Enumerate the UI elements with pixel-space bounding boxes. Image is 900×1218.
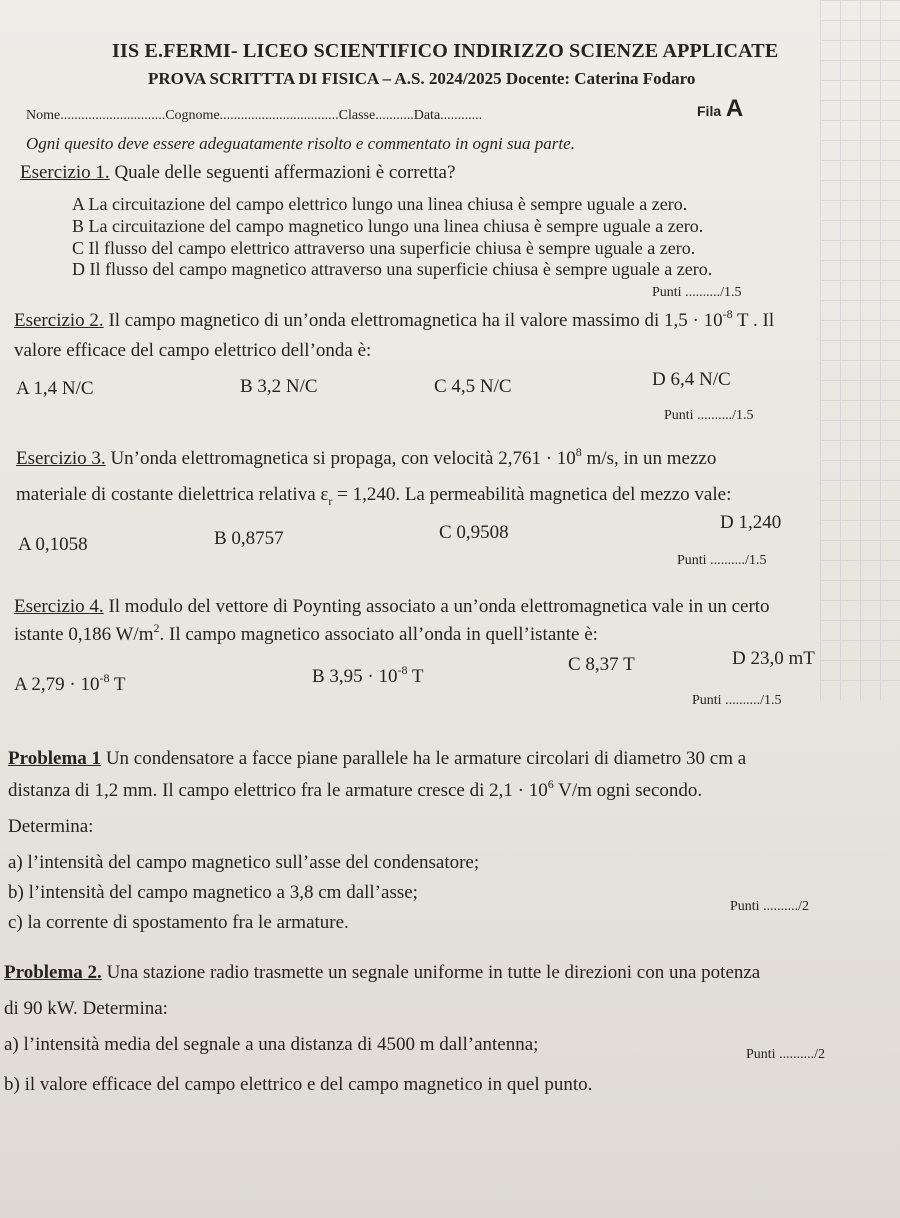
prob2-line1 bbox=[4, 962, 760, 984]
prob1-label: Problema 1 bbox=[8, 748, 102, 769]
prob1-points: Punti ........../2 bbox=[730, 899, 809, 914]
prob1-line1 bbox=[8, 748, 746, 770]
prob1-line2 bbox=[8, 776, 703, 802]
ex2-text-b: T . Il bbox=[732, 310, 775, 331]
squared-paper-edge bbox=[820, 0, 900, 700]
prob1-text-b: distanza di 1,2 mm. Il campo elettrico fra le armature cresce di 2,1 · 10 bbox=[8, 780, 548, 801]
ex2-question-line2: valore efficace del campo elettrico dell’onda è: bbox=[14, 340, 372, 361]
ex2-label: Esercizio 2. bbox=[14, 310, 104, 331]
ex3-subscript: r bbox=[328, 493, 333, 508]
ex2-exponent: -8 bbox=[722, 306, 733, 321]
ex1-points: Punti ........../1.5 bbox=[652, 285, 742, 300]
ex4-option-c: C 8,37 T bbox=[568, 654, 635, 675]
ex2-text-a: Il campo magnetico di un’onda elettromagnetica ha il valore massimo di 1,5 · 10 bbox=[103, 310, 723, 331]
ex3-option-a: A 0,1058 bbox=[18, 534, 88, 555]
ex3-option-c: C 0,9508 bbox=[439, 522, 509, 543]
ex4-points: Punti ........../1.5 bbox=[692, 693, 782, 708]
cognome-field: Cognome.................................. bbox=[165, 108, 339, 123]
fila-indicator bbox=[697, 95, 744, 122]
ex4-question-line2 bbox=[14, 620, 598, 646]
prob1-item-b: b) l’intensità del campo magnetico a 3,8 cm dall’asse; bbox=[8, 882, 418, 903]
ex3-points: Punti ........../1.5 bbox=[677, 553, 767, 568]
ex3-text-a: Un’onda elettromagnetica si propaga, con velocità 2,761 · 10 bbox=[105, 448, 576, 469]
nome-field: Nome.............................. bbox=[26, 108, 166, 123]
prob2-item-a: a) l’intensità media del segnale a una distanza di 4500 m dall’antenna; bbox=[4, 1034, 539, 1055]
fila-label: Fila bbox=[697, 103, 722, 119]
ex4-text-b: istante 0,186 W/m bbox=[14, 624, 154, 645]
ex1-option-b: B La circuitazione del campo magnetico lungo una linea chiusa è sempre uguale a zero. bbox=[72, 216, 704, 236]
ex4-option-a: A $2,79 \cdot 10^{-8}$ T bbox=[14, 670, 126, 695]
ex3-question-line2 bbox=[16, 484, 731, 512]
ex4-exponent: 2 bbox=[153, 620, 160, 635]
ex4-option-d: D 23,0 mT bbox=[732, 648, 815, 669]
prob2-points: Punti ........../2 bbox=[746, 1047, 825, 1062]
fila-letter: A bbox=[725, 95, 744, 122]
ex4-option-b: B $3,95 \cdot 10^{-8}$ T bbox=[312, 662, 424, 687]
ex3-option-d: D 1,240 bbox=[720, 512, 782, 533]
name-field bbox=[26, 105, 482, 127]
prob2-label: Problema 2. bbox=[4, 962, 102, 983]
ex4-text-a: Il modulo del vettore di Poynting associato a un’onda elettromagnetica vale in un certo bbox=[103, 596, 770, 617]
prob1-text-c: V/m ogni secondo. bbox=[553, 780, 703, 801]
prob2-item-b: b) il valore efficace del campo elettrico e del campo magnetico in quel punto. bbox=[4, 1074, 593, 1095]
ex4-label: Esercizio 4. bbox=[14, 596, 104, 617]
prob1-item-a: a) l’intensità del campo magnetico sull’asse del condensatore; bbox=[8, 852, 480, 873]
ex3-text-b: m/s, in un mezzo bbox=[581, 448, 717, 469]
ex1-option-a: A La circuitazione del campo elettrico lungo una linea chiusa è sempre uguale a zero. bbox=[72, 194, 688, 214]
ex4-text-c: . Il campo magnetico associato all’onda in quell’istante è: bbox=[159, 624, 598, 645]
ex2-option-a: A 1,4 N/C bbox=[16, 378, 94, 399]
ex3-label: Esercizio 3. bbox=[16, 448, 106, 469]
ex2-option-b: B 3,2 N/C bbox=[240, 376, 318, 397]
ex1-option-d: D Il flusso del campo magnetico attraverso una superficie chiusa è sempre uguale a zero. bbox=[72, 259, 713, 279]
ex2-option-d: D 6,4 N/C bbox=[652, 369, 731, 390]
ex3-exponent: 8 bbox=[575, 444, 582, 459]
ex1-question bbox=[20, 162, 455, 184]
prob1-exponent: 6 bbox=[547, 776, 554, 791]
ex3-question bbox=[16, 444, 717, 470]
test-title: PROVA SCRITTTA DI FISICA – A.S. 2024/2025 Docente: Caterina Fodaro bbox=[148, 69, 696, 88]
prob1-text-a: Un condensatore a facce piane parallele ha le armature circolari di diametro 30 cm a bbox=[101, 748, 747, 769]
classe-field: Classe........... bbox=[338, 108, 414, 123]
ex3-text-c: materiale di costante dielettrica relativa ε bbox=[16, 484, 329, 505]
ex4-question bbox=[14, 596, 770, 618]
prob1-determina: Determina: bbox=[8, 816, 94, 837]
prob1-item-c: c) la corrente di spostamento fra le armature. bbox=[8, 912, 349, 933]
ex1-label: Esercizio 1. bbox=[20, 162, 110, 183]
ex1-text: Quale delle seguenti affermazioni è corretta? bbox=[109, 162, 456, 183]
ex1-option-c: C Il flusso del campo elettrico attraverso una superficie chiusa è sempre uguale a zero. bbox=[72, 238, 696, 258]
instructions: Ogni quesito deve essere adeguatamente risolto e commentato in ogni sua parte. bbox=[26, 134, 575, 153]
prob2-text-a: Una stazione radio trasmette un segnale uniforme in tutte le direzioni con una potenza bbox=[101, 962, 761, 983]
prob2-line2: di 90 kW. Determina: bbox=[4, 998, 168, 1019]
ex2-option-c: C 4,5 N/C bbox=[434, 376, 512, 397]
ex3-option-b: B 0,8757 bbox=[214, 528, 284, 549]
data-field: Data............ bbox=[413, 108, 483, 123]
ex2-points: Punti ........../1.5 bbox=[664, 408, 754, 423]
ex2-question bbox=[14, 306, 775, 332]
ex3-text-d: = 1,240. La permeabilità magnetica del mezzo vale: bbox=[332, 484, 732, 505]
school-title: IIS E.FERMI- LICEO SCIENTIFICO INDIRIZZO SCIENZE APPLICATE bbox=[112, 40, 779, 62]
